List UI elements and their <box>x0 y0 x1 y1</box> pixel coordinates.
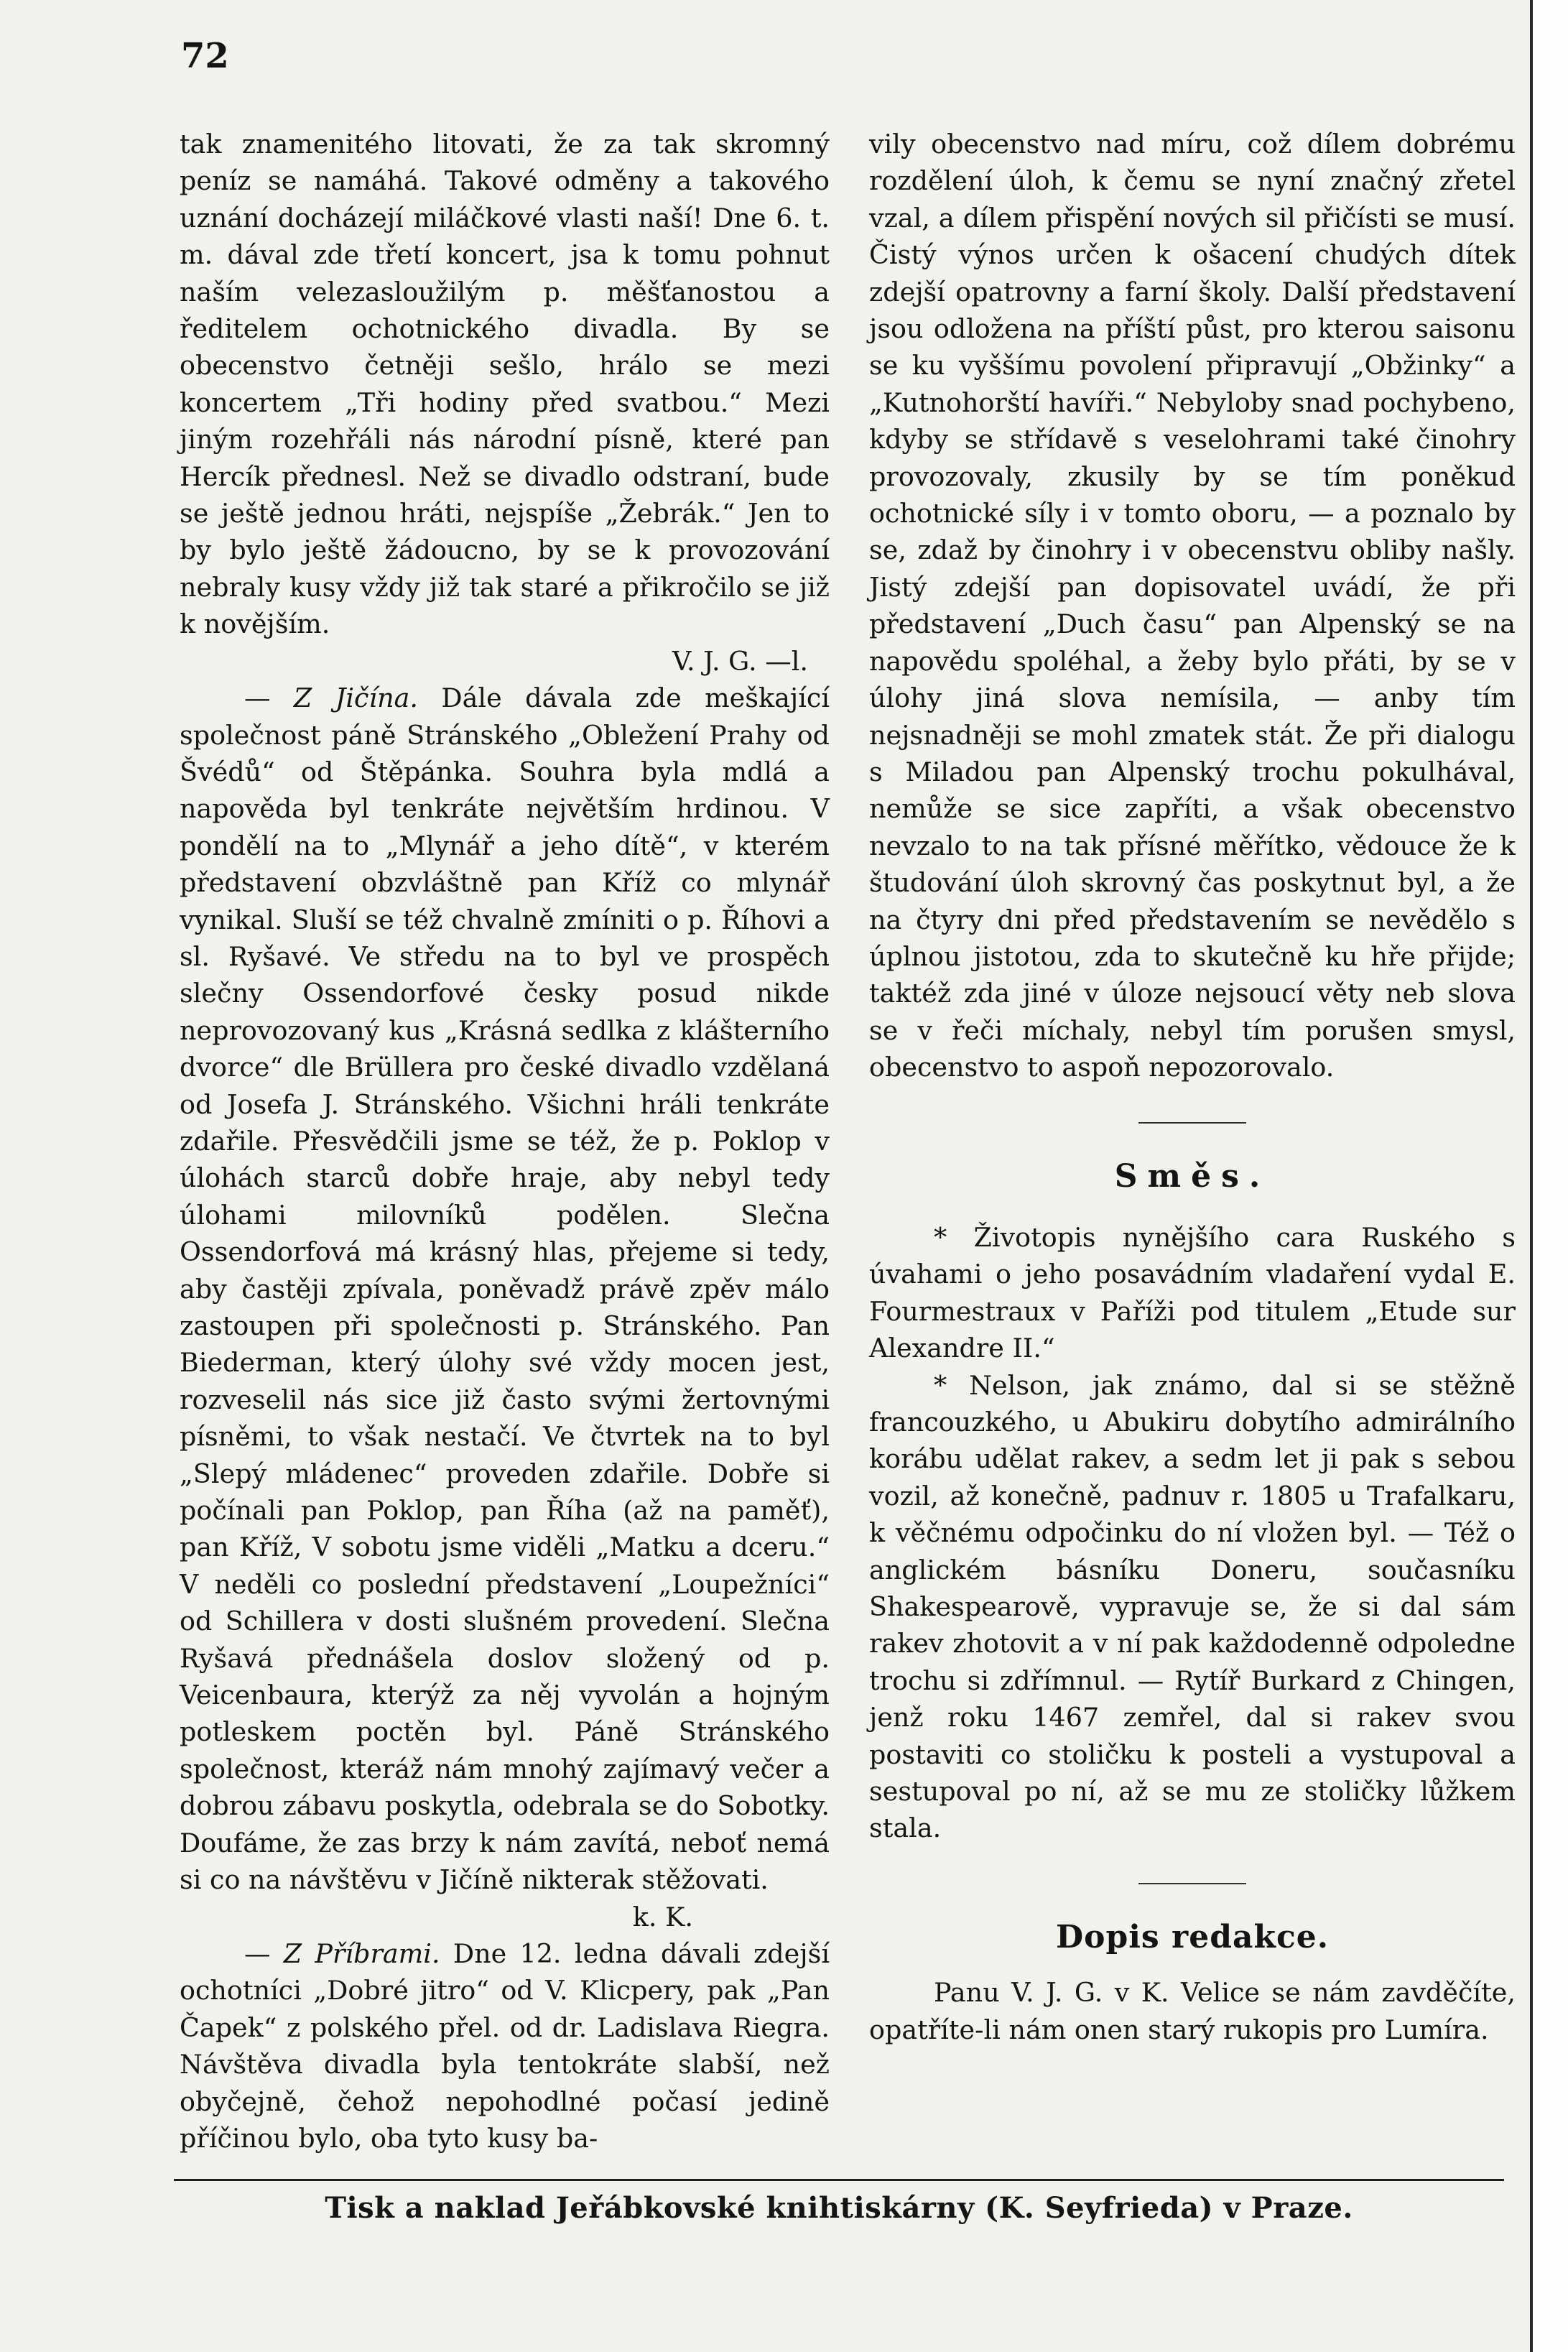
printer-imprint: Tisk a naklad Jeřábkovské knihtiskárny (K. Seyfrieda) v Praze. <box>325 2191 1353 2225</box>
page-edge <box>1530 0 1568 2352</box>
author-signature: V. J. G. —l. <box>672 645 808 677</box>
article-paragraph-pribram <box>180 1935 830 2157</box>
article-paragraph: tak znamenitého litovati, že za tak skromný peníz se namáhá. Takové odměny a takového uznání docházejí miláčkové vlasti naší! Dne 6. t. m. dával zde třetí koncert, jsa k tomu pohnut naším velezasloužilým p. měšťanostou a ředitelem ochotnického divadla. By se obecenstvo četněji sešlo, hrálo se mezi koncertem „Tři hodiny před svatbou.“ Mezi jiným rozehřáli nás národní písně, které pan Hercík přednesl. Než se divadlo odstraní, bude se ještě jednou hráti, nejspíše „Žebrák.“ Jen to by bylo ještě žádoucno, by se k provozování nebraly kusy vždy již tak staré a přikročilo se již k novějším. <box>180 129 830 640</box>
place-heading: Z Jičína. <box>293 682 418 714</box>
dash: — <box>244 1937 284 1969</box>
article-paragraph-jicin <box>180 680 830 1898</box>
editorial-note: Panu V. J. G. v K. Velice se nám zavděčíte, opatříte-li nám onen starý rukopis pro Lumíra. <box>869 1977 1516 2045</box>
section-divider <box>1138 1883 1246 1884</box>
place-heading: Z Příbrami. <box>283 1937 440 1969</box>
section-heading-smes: Směs. <box>1114 1157 1271 1195</box>
dash: — <box>244 682 294 714</box>
section-heading-dopis: Dopis redakce. <box>1055 1918 1330 1955</box>
left-column <box>180 126 830 2157</box>
section-divider <box>1138 1122 1246 1124</box>
paragraph-text: Dne 12. ledna dávali zdejší ochotníci „Dobré jitro“ od V. Klicpery, pak „Pan Čapek“ z polského přel. od dr. Ladislava Riegra. Návštěva divadla byla tentokráte slabší, než obyčejně, čehož nepohodlné počasí jedině příčinou bylo, oba tyto kusy ba- <box>180 1937 830 2154</box>
author-signature: k. K. <box>632 1901 693 1932</box>
news-item: * Životopis nynějšího cara Ruského s úvahami o jeho posavádním vladaření vydal E. Fourmestraux v Paříži pod titulem „Etude sur Alexandre II.“ <box>869 1221 1516 1364</box>
paragraph-text: Dále dávala zde meškající společnost páně Stránského „Obležení Prahy od Švédů“ od Štěpánka. Souhra byla mdlá a napověda byl tenkráte největším hrdinou. V pondělí na to „Mlynář a jeho dítě“, v kterém představení obzvláštně pan Kříž co mlynář vynikal. Sluší se též chvalně zmíniti o p. Říhovi a sl. Ryšavé. Ve středu na to byl ve prospěch slečny Ossendorfové česky posud nikde neprovozovaný kus „Krásná sedlka z klášterního dvorce“ dle Brüllera pro české divadlo vzdělaná od Josefa J. Stránského. Všichni hráli tenkráte zdařile. Přesvědčili jsme se též, že p. Poklop v úlohách starců dobře hraje, aby nebyl tedy úlohami milovníků podělen. Slečna Ossendorfová má krásný hlas, přejeme si tedy, aby častěji zpívala, poněvadž právě zpěv málo zastoupen při společnosti p. Stránského. Pan Biederman, který úlohy své vždy mocen jest, rozveselil nás sice již často svými žertovnými písněmi, to však nestačí. Ve čtvrtek na to byl „Slepý mládenec“ proveden zdařile. Dobře si počínali pan Poklop, pan Říha (až na paměť), pan Kříž, V sobotu jsme viděli „Matku a dceru.“ V neděli co poslední představení „Loupežníci“ od Schillera v dosti slušném provedení. Slečna Ryšavá přednášela doslov složený od p. Veicenbaura, kterýž za něj vyvolán a hojným potleskem poctěn byl. Páně Stránského společnost, kteráž nám mnohý zajímavý večer a dobrou zábavu poskytla, odebrala se do Sobotky. Doufáme, že zas brzy k nám zavítá, neboť nemá si co na návštěvu v Jičíně nikterak stěžovati. <box>180 682 830 1896</box>
footer-rule <box>174 2179 1504 2181</box>
page-number: 72 <box>181 36 229 76</box>
right-column <box>869 126 1516 2048</box>
article-paragraph-continued: vily obecenstvo nad míru, což dílem dobrému rozdělení úloh, k čemu se nyní značný zřetel vzal, a dílem přispění nových sil přičísti se musí. Čistý výnos určen k ošacení chudých dítek zdejší opatrovny a farní školy. Další představení jsou odložena na příští půst, pro kterou saisonu se ku vyššímu povolení připravují „Obžinky“ a „Kutnohorští havíři.“ Nebyloby snad pochybeno, kdyby se střídavě s veselohrami také činohry provozovaly, zkusily by se tím poněkud ochotnické síly i v tomto oboru, — a poznalo by se, zdaž by činohry i v obecenstvu obliby našly. Jistý zdejší pan dopisovatel uvádí, že při představení „Duch času“ pan Alpenský se na napovědu spoléhal, a žeby bylo přáti, by se v úlohy jiná slova nemísila, — anby tím nejsnadněji se mohl zmatek stát. Že při dialogu s Miladou pan Alpenský trochu pokulhával, nemůže se sice zapříti, a však obecenstvo nevzalo to na tak přísné měřítko, vědouce že k študování úloh skrovný čas poskytnut byl, a že na čtyry dni před představením se nevědělo s úplnou jistotou, zda to skutečně ku hře přijde; taktéž zda jiné v úloze nejsoucí věty neb slova se v řeči míchaly, nebyl tím porušen smysl, obecenstvo to aspoň nepozorovalo. <box>869 129 1516 1083</box>
news-item: * Nelson, jak známo, dal si se stěžně francouzkého, u Abukiru dobytího admirálního korábu udělat rakev, a sedm let ji pak s sebou vozil, až konečně, padnuv r. 1805 u Trafalkaru, k věčnému odpočinku do ní vložen byl. — Též o anglickém básníku Doneru, současníku Shakespearově, vypravuje se, že si dal sám rakev zhotovit a v ní pak každodenně odpoledne trochu si zdřímnul. — Rytíř Burkard z Chingen, jenž roku 1467 zemřel, dal si rakev svou postaviti co stoličku k posteli a vystupoval a sestupoval po ní, až se mu ze stoličky lůžkem stala. <box>869 1369 1516 1844</box>
